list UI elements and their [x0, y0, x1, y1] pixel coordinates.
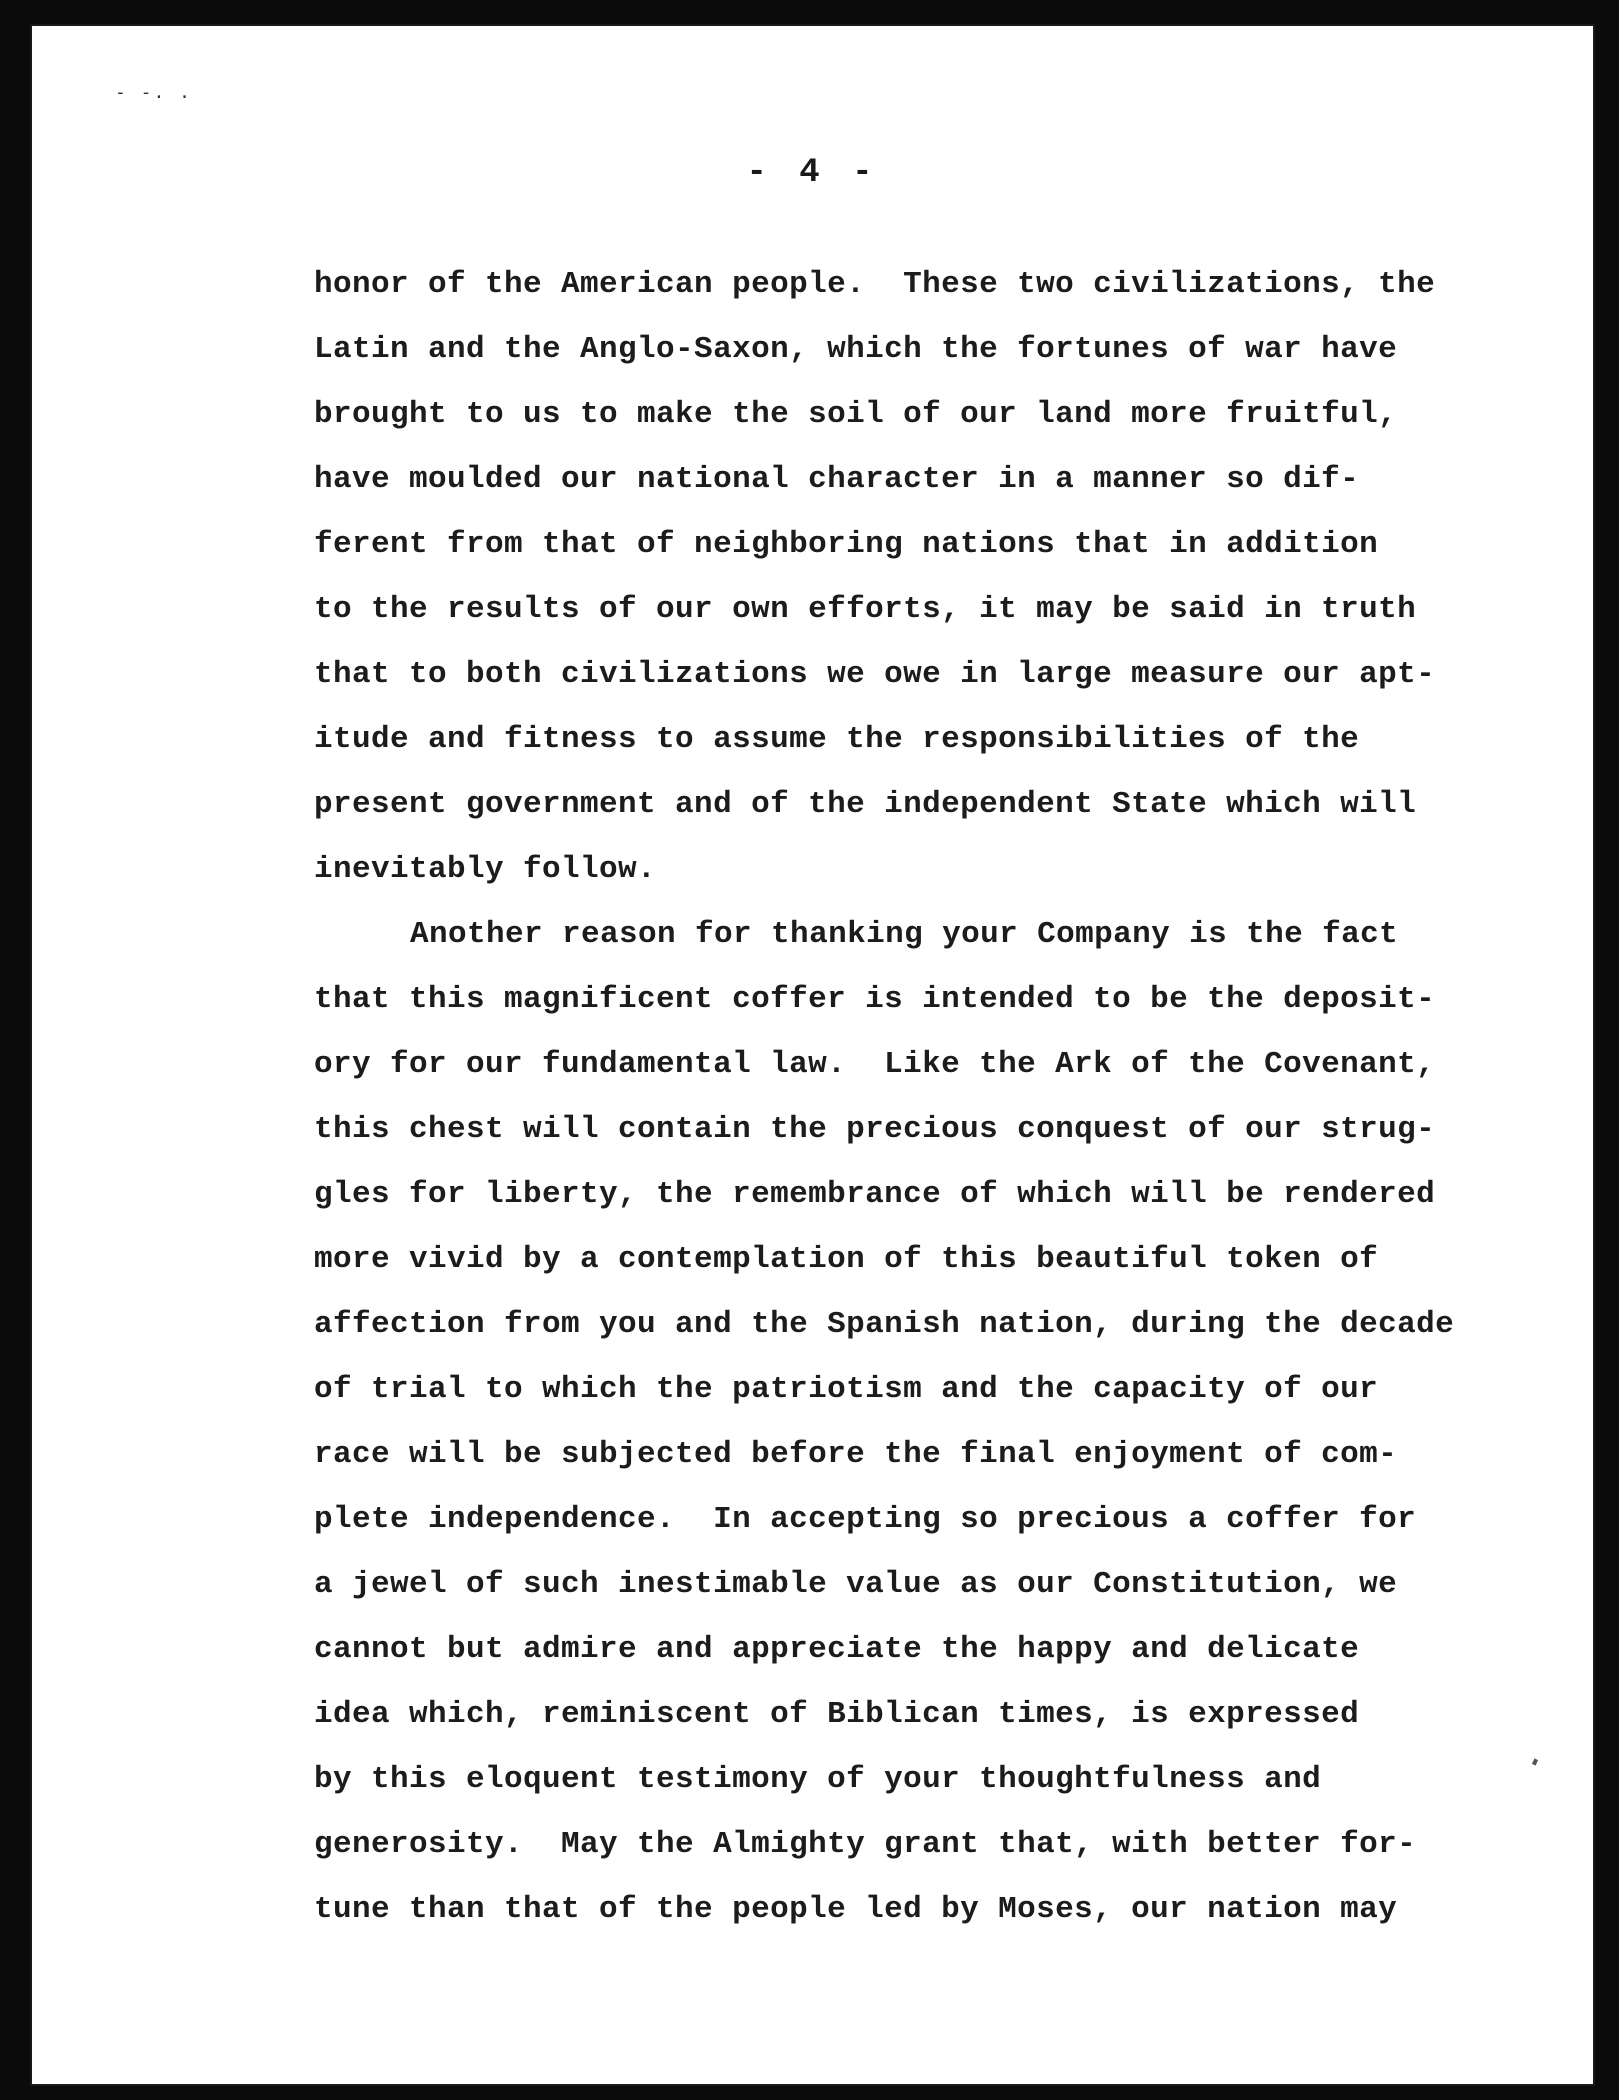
text-line: a jewel of such inestimable value as our Constitution, we	[314, 1567, 1398, 1602]
text-line: generosity. May the Almighty grant that, with better for-	[314, 1827, 1417, 1862]
text-line: plete independence. In accepting so precious a coffer for	[314, 1502, 1417, 1537]
text-line: this chest will contain the precious conquest of our strug-	[314, 1112, 1436, 1147]
paper-speck	[1532, 1758, 1538, 1765]
text-line: Latin and the Anglo-Saxon, which the fortunes of war have	[314, 332, 1398, 367]
text-line: more vivid by a contemplation of this beautiful token of	[314, 1242, 1379, 1277]
text-line: honor of the American people. These two civilizations, the	[314, 267, 1436, 302]
page-number: - 4 -	[746, 154, 879, 192]
text-line: brought to us to make the soil of our land more fruitful,	[314, 397, 1398, 432]
paragraph-start-line: Another reason for thanking your Company is the fact	[410, 917, 1399, 952]
text-line: present government and of the independent State which will	[314, 787, 1417, 822]
text-line: race will be subjected before the final enjoyment of com-	[314, 1437, 1398, 1472]
text-line: inevitably follow.	[314, 852, 657, 887]
text-line: itude and fitness to assume the responsibilities of the	[314, 722, 1360, 757]
body-text	[314, 252, 1514, 1942]
text-line: ory for our fundamental law. Like the Ark of the Covenant,	[314, 1047, 1436, 1082]
document-page	[30, 24, 1595, 2086]
text-line: to the results of our own efforts, it may be said in truth	[314, 592, 1417, 627]
text-line: idea which, reminiscent of Biblican times, is expressed	[314, 1697, 1360, 1732]
text-line: tune than that of the people led by Moses, our nation may	[314, 1892, 1398, 1927]
text-line: by this eloquent testimony of your thoughtfulness and	[314, 1762, 1322, 1797]
text-line: ferent from that of neighboring nations that in addition	[314, 527, 1379, 562]
text-line: of trial to which the patriotism and the capacity of our	[314, 1372, 1379, 1407]
corner-marks: - -. .	[115, 82, 193, 103]
text-line: cannot but admire and appreciate the happy and delicate	[314, 1632, 1360, 1667]
text-line: that this magnificent coffer is intended to be the deposit-	[314, 982, 1436, 1017]
text-line: that to both civilizations we owe in large measure our apt-	[314, 657, 1436, 692]
text-line: affection from you and the Spanish nation, during the decade	[314, 1307, 1455, 1342]
text-line: gles for liberty, the remembrance of which will be rendered	[314, 1177, 1436, 1212]
text-line: have moulded our national character in a manner so dif-	[314, 462, 1360, 497]
